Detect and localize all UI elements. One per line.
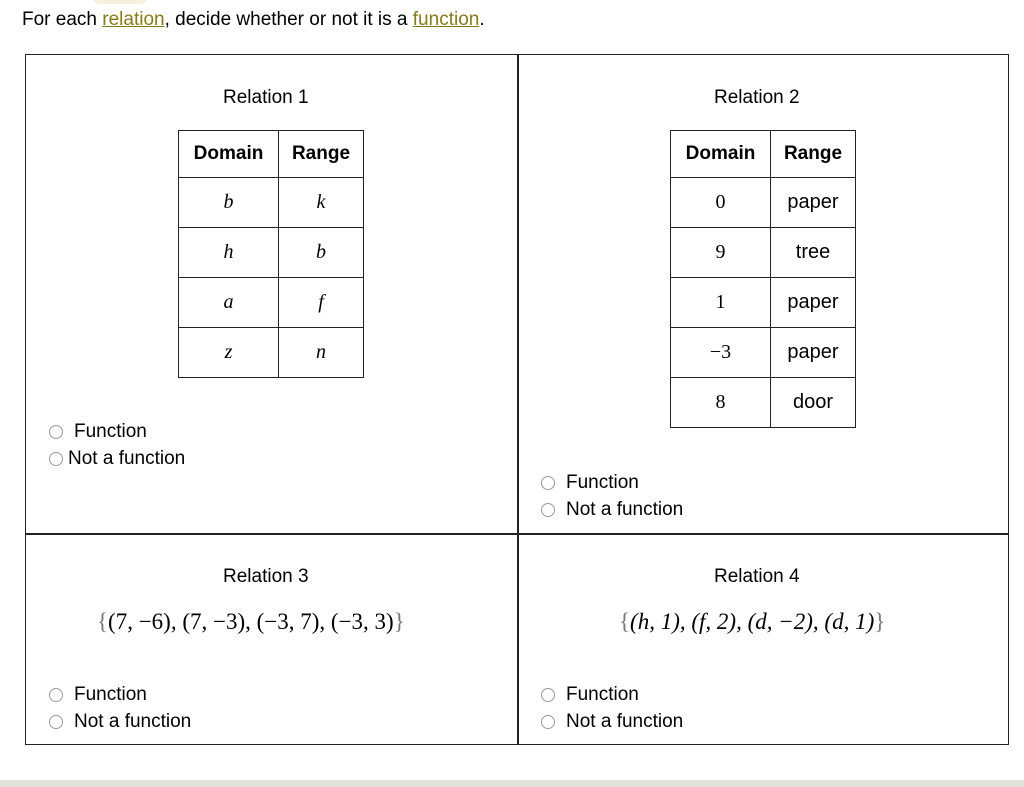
- range-cell: paper: [771, 328, 856, 378]
- table-row: [671, 378, 856, 428]
- top-tab-decoration: [92, 0, 148, 4]
- relation-1-table: [178, 130, 364, 378]
- relation-1-range-header: Range: [279, 131, 364, 178]
- radio-button[interactable]: [541, 476, 555, 490]
- option-label: Function: [566, 471, 639, 493]
- domain-cell: 1: [671, 278, 771, 328]
- relation-1-domain-header: Domain: [179, 131, 279, 178]
- relation-3-not-function-option[interactable]: [49, 708, 191, 735]
- footer-bar: [0, 780, 1024, 787]
- option-label: Not a function: [566, 710, 684, 732]
- domain-cell: b: [179, 178, 279, 228]
- relation-3-set: [97, 609, 405, 635]
- relation-1-not-function-option[interactable]: [49, 445, 185, 472]
- range-cell: f: [279, 278, 364, 328]
- relation-4-options: [541, 681, 683, 735]
- instructions: [22, 8, 485, 32]
- instructions-middle: , decide whether or not it is a: [164, 9, 413, 30]
- option-label: Function: [566, 683, 639, 705]
- relation-4-panel: [518, 535, 1008, 743]
- range-cell: paper: [771, 178, 856, 228]
- relation-2-domain-header: Domain: [671, 131, 771, 178]
- relation-1-title: Relation 1: [223, 87, 309, 108]
- relation-2-title: Relation 2: [714, 87, 800, 108]
- relation-1-function-option[interactable]: [49, 418, 185, 445]
- relation-2-options: [541, 469, 683, 523]
- option-label: Not a function: [566, 498, 684, 520]
- set-close-brace: }: [874, 609, 886, 634]
- domain-cell: h: [179, 228, 279, 278]
- option-label: Function: [74, 420, 147, 442]
- range-cell: tree: [771, 228, 856, 278]
- table-row: [179, 178, 364, 228]
- range-cell: b: [279, 228, 364, 278]
- relation-4-title: Relation 4: [714, 566, 800, 587]
- radio-button[interactable]: [49, 715, 63, 729]
- relation-2-range-header: Range: [771, 131, 856, 178]
- radio-button[interactable]: [49, 688, 63, 702]
- radio-button[interactable]: [541, 688, 555, 702]
- relation-4-set: [619, 609, 885, 635]
- relation-4-set-body: (h, 1), (f, 2), (d, −2), (d, 1): [630, 609, 875, 634]
- relation-3-panel: [26, 535, 517, 743]
- radio-button[interactable]: [541, 715, 555, 729]
- radio-button[interactable]: [49, 452, 63, 466]
- range-cell: n: [279, 328, 364, 378]
- instructions-suffix: .: [479, 9, 485, 30]
- relation-1-panel: [26, 55, 517, 533]
- relation-3-set-body: (7, −6), (7, −3), (−3, 7), (−3, 3): [108, 609, 394, 634]
- domain-cell: 9: [671, 228, 771, 278]
- table-row: [179, 228, 364, 278]
- range-cell: door: [771, 378, 856, 428]
- domain-cell: 8: [671, 378, 771, 428]
- range-cell: paper: [771, 278, 856, 328]
- relation-3-title: Relation 3: [223, 566, 309, 587]
- function-link[interactable]: function: [412, 9, 480, 30]
- domain-cell: 0: [671, 178, 771, 228]
- relation-3-options: [49, 681, 191, 735]
- relation-link[interactable]: relation: [102, 9, 165, 30]
- relation-2-table: [670, 130, 856, 428]
- option-label: Function: [74, 683, 147, 705]
- option-label: Not a function: [74, 710, 192, 732]
- domain-cell: a: [179, 278, 279, 328]
- domain-cell: z: [179, 328, 279, 378]
- set-open-brace: {: [619, 609, 631, 634]
- set-close-brace: }: [393, 609, 405, 634]
- table-row: [671, 178, 856, 228]
- table-row: [671, 228, 856, 278]
- radio-button[interactable]: [541, 503, 555, 517]
- relation-2-function-option[interactable]: [541, 469, 683, 496]
- radio-button[interactable]: [49, 425, 63, 439]
- range-cell: k: [279, 178, 364, 228]
- domain-cell: −3: [671, 328, 771, 378]
- relation-3-function-option[interactable]: [49, 681, 191, 708]
- table-row: [671, 328, 856, 378]
- table-row: [179, 328, 364, 378]
- relation-4-function-option[interactable]: [541, 681, 683, 708]
- relations-grid: [25, 54, 1009, 745]
- instructions-prefix: For each: [22, 9, 103, 30]
- table-row: [671, 278, 856, 328]
- relation-4-not-function-option[interactable]: [541, 708, 683, 735]
- relation-2-panel: [518, 55, 1008, 533]
- option-label: Not a function: [68, 447, 186, 469]
- relation-2-not-function-option[interactable]: [541, 496, 683, 523]
- relation-1-options: [49, 418, 185, 472]
- table-row: [179, 278, 364, 328]
- set-open-brace: {: [97, 609, 109, 634]
